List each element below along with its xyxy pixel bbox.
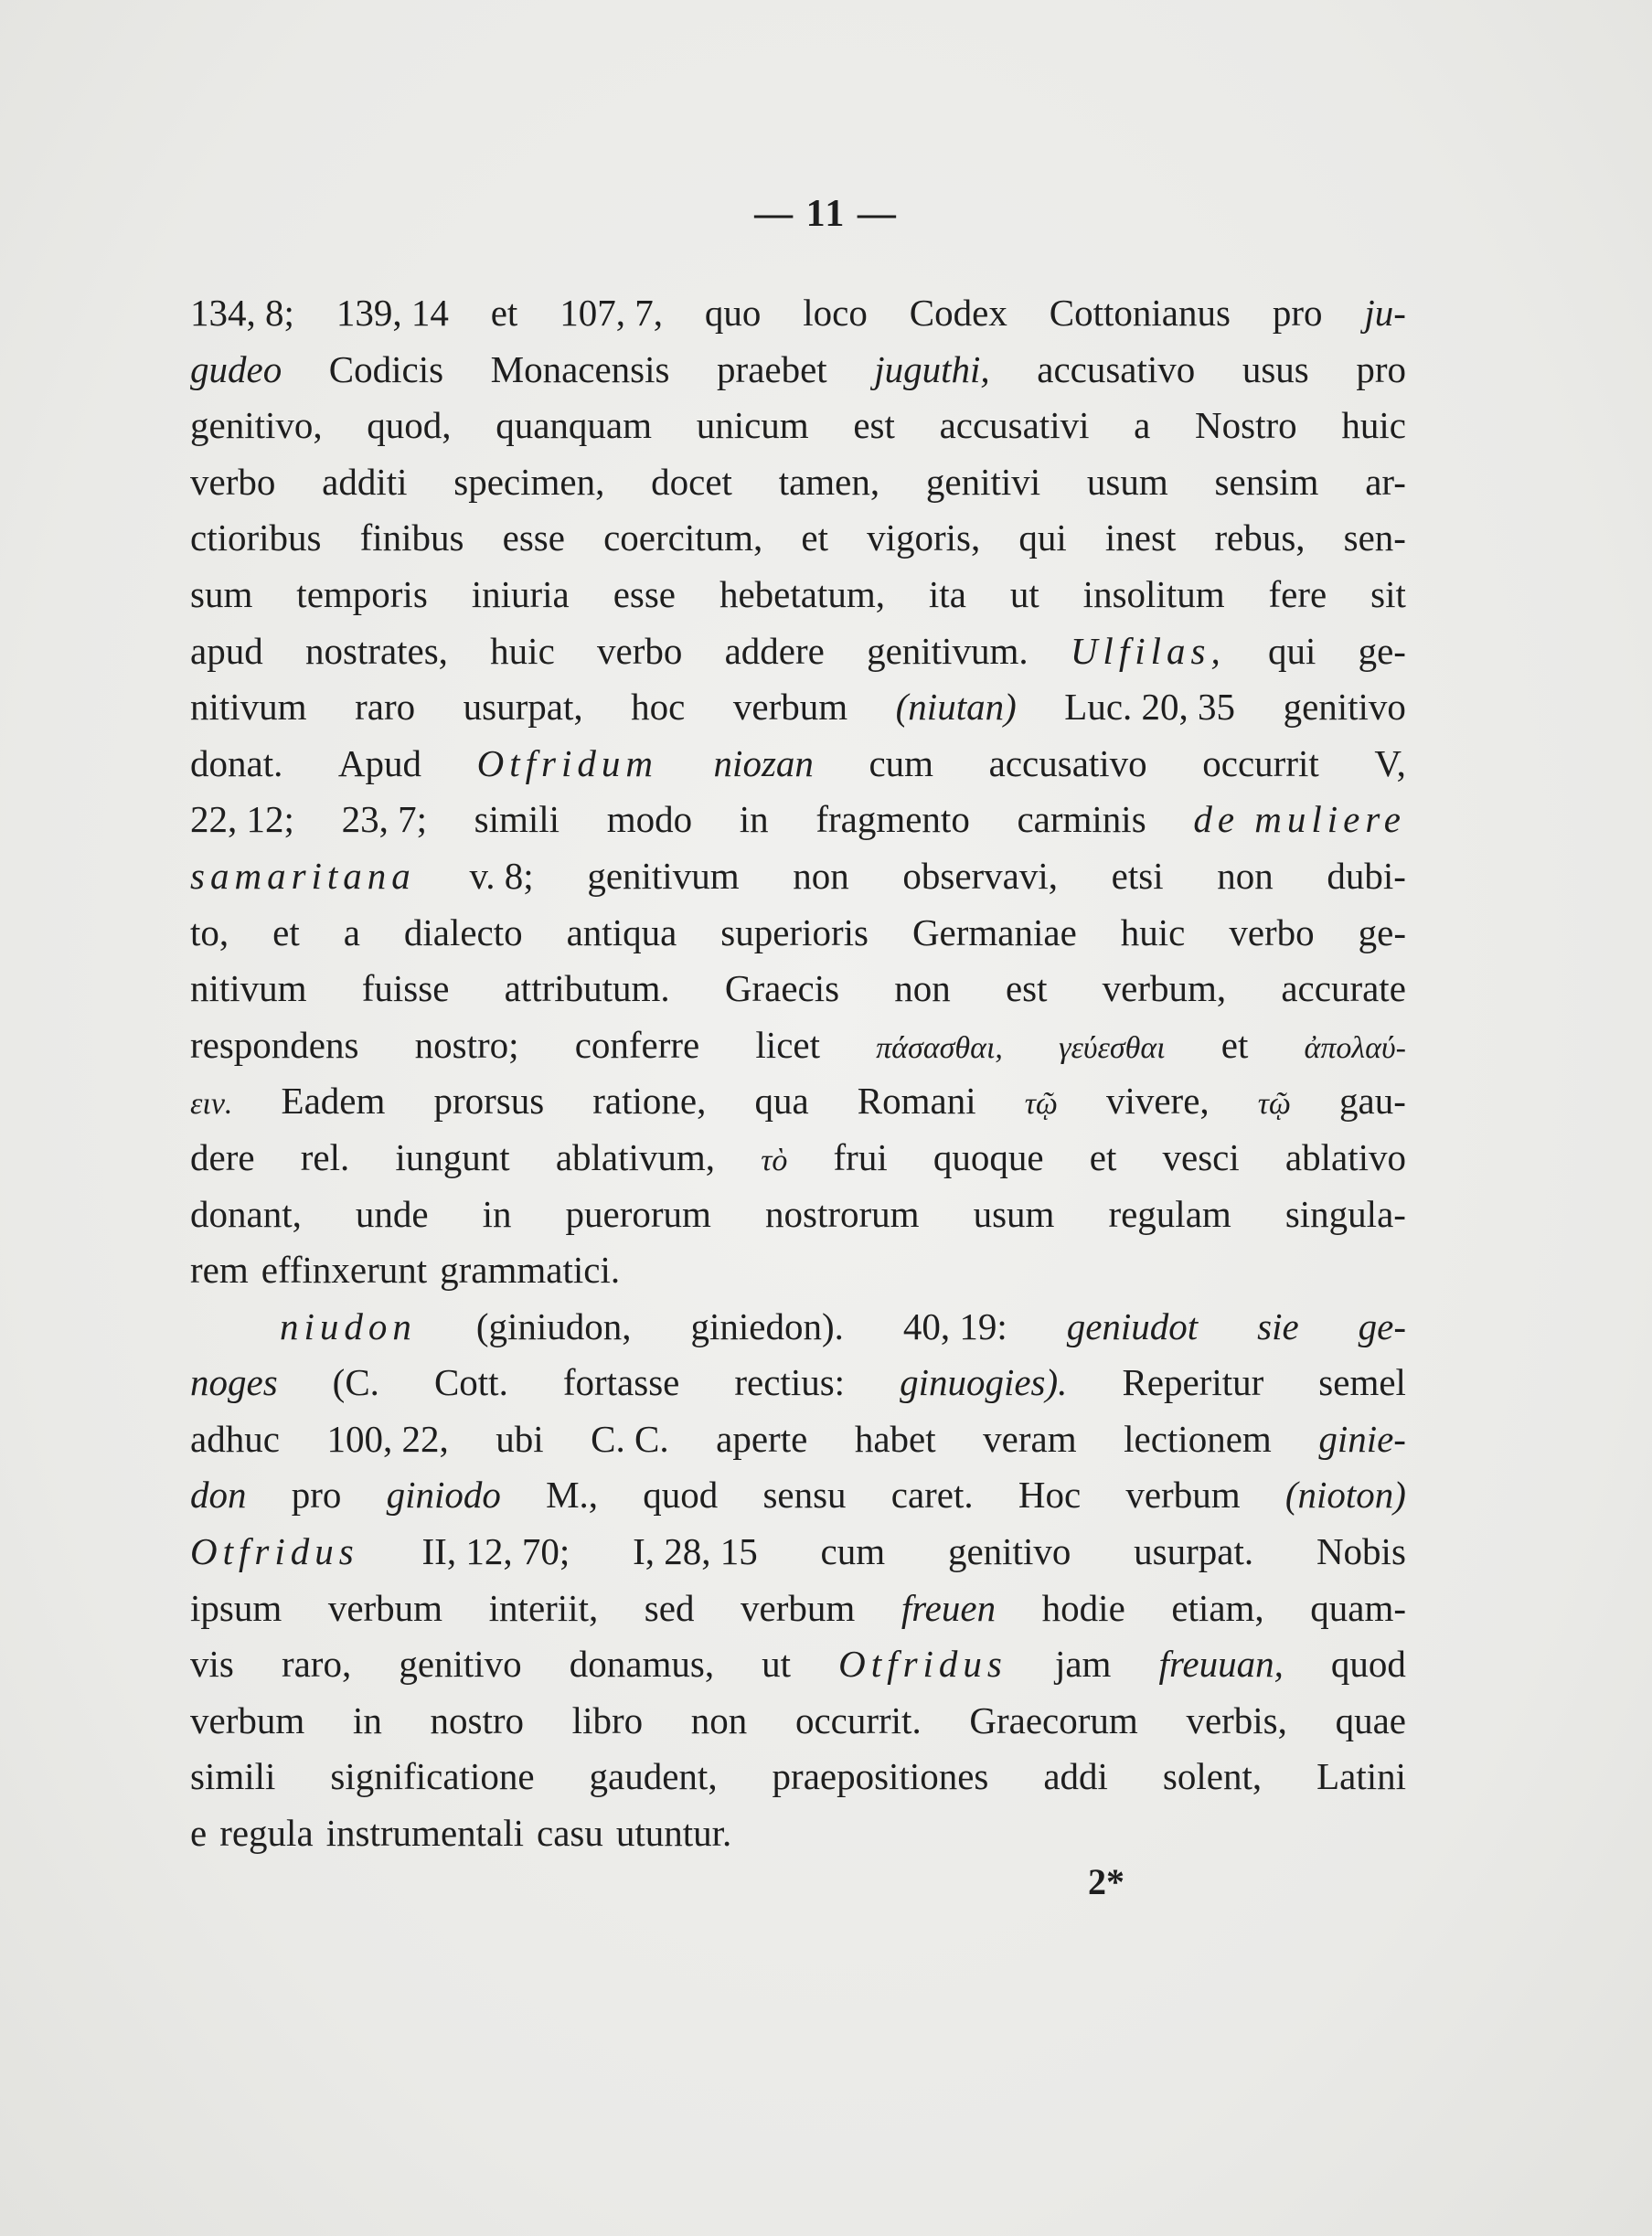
text-line: [190, 736, 1406, 793]
word: pro: [1272, 292, 1323, 334]
text-line: [190, 285, 1406, 342]
text-line: [190, 679, 1406, 736]
word: ar-: [1365, 460, 1406, 503]
word: ge-: [1358, 910, 1406, 953]
word: verbum: [732, 686, 848, 729]
word: Latini: [1316, 1755, 1406, 1798]
word: occurrit: [1202, 741, 1319, 784]
word: donamus,: [569, 1643, 715, 1686]
word: usurpat.: [1134, 1530, 1254, 1573]
word: V,: [1374, 741, 1406, 784]
word: Otfridus: [838, 1643, 1007, 1686]
word: cum: [820, 1530, 886, 1573]
word: nitivum: [190, 686, 307, 729]
word: huic: [1120, 910, 1186, 953]
word: dialecto: [403, 910, 523, 953]
word: verbum: [1125, 1474, 1241, 1517]
word: rel.: [300, 1135, 350, 1178]
word: 40, 19:: [902, 1304, 1007, 1347]
word: Germaniae: [911, 910, 1077, 953]
word: regulam: [1108, 1192, 1231, 1235]
word: sum: [190, 572, 253, 615]
word: in: [352, 1698, 382, 1741]
word: quam-: [1310, 1586, 1406, 1629]
text-line: [190, 1749, 1406, 1805]
text-line: [190, 961, 1406, 1017]
word: genitivum: [587, 854, 740, 897]
text-line: [190, 623, 1406, 680]
text-line: [190, 342, 1406, 399]
word: accurate: [1281, 967, 1406, 1010]
word: Otfridum: [476, 741, 658, 784]
word: nitivum: [190, 967, 307, 1010]
word: addi: [1043, 1755, 1108, 1798]
word: et: [490, 292, 518, 334]
text-line: [190, 398, 1406, 454]
word: genitivo,: [190, 404, 323, 447]
word: apud: [190, 629, 263, 672]
word: I, 28, 15: [633, 1530, 758, 1573]
text-line: [190, 1467, 1406, 1524]
word: τῷ: [1257, 1087, 1291, 1122]
word: de muliere: [1193, 798, 1406, 841]
word: giniedon).: [690, 1304, 844, 1347]
word: hebetatum,: [719, 572, 885, 615]
word: esse: [502, 516, 565, 559]
word: iungunt: [395, 1135, 510, 1178]
word: quanquam: [496, 404, 653, 447]
word: jam: [1054, 1643, 1112, 1686]
word: adhuc: [190, 1417, 280, 1460]
word: geniudot: [1066, 1304, 1199, 1347]
signature-mark: 2*: [1088, 1861, 1124, 1902]
word: rectius:: [734, 1361, 846, 1404]
word: est: [853, 404, 895, 447]
word: semel: [1318, 1361, 1406, 1404]
word: quoque: [933, 1135, 1044, 1178]
word: frui: [833, 1135, 888, 1178]
word: a: [1134, 404, 1151, 447]
word: Hoc: [1018, 1474, 1082, 1517]
word: carminis: [1017, 798, 1146, 841]
word: nostrorum: [764, 1192, 920, 1235]
word: quod,: [367, 404, 452, 447]
word: significatione: [330, 1755, 535, 1798]
word: vesci: [1162, 1135, 1240, 1178]
word: Graecorum: [969, 1698, 1138, 1741]
word: inest: [1104, 516, 1177, 559]
word: nostro;: [414, 1023, 519, 1066]
word: huic: [1341, 404, 1406, 447]
word: casu: [537, 1812, 603, 1855]
word: in: [482, 1192, 512, 1235]
word: qui: [1018, 516, 1067, 559]
word: ablativum,: [555, 1135, 716, 1178]
word: ipsum: [190, 1586, 282, 1629]
word: unde: [355, 1192, 429, 1235]
word: Romani: [857, 1080, 976, 1123]
word: niudon: [280, 1304, 417, 1347]
word: accusativi: [939, 404, 1090, 447]
word: (niutan): [895, 686, 1017, 729]
word: τὸ: [761, 1143, 788, 1177]
word: C. C.: [591, 1417, 669, 1460]
word: v. 8;: [469, 854, 534, 897]
word: vigoris,: [867, 516, 981, 559]
word: raro: [355, 686, 416, 729]
word: non: [1217, 854, 1274, 897]
word: fortasse: [562, 1361, 680, 1404]
word: Luc. 20, 35: [1064, 686, 1236, 729]
word: vivere,: [1105, 1080, 1210, 1123]
word: verbum: [190, 1698, 305, 1741]
word: freuen: [901, 1586, 997, 1629]
word: quo: [704, 292, 762, 334]
word: qua: [754, 1080, 809, 1123]
word: Graecis: [724, 967, 840, 1010]
word: hodie: [1041, 1586, 1125, 1629]
text-line: [190, 510, 1406, 567]
word: rem: [190, 1249, 249, 1292]
word: genitivum.: [867, 629, 1029, 672]
word: in: [739, 798, 769, 841]
word: (nioton): [1284, 1474, 1406, 1517]
word: ut: [1009, 572, 1039, 615]
word: genitivi: [925, 460, 1041, 503]
word: verbo: [597, 629, 683, 672]
word: singula-: [1284, 1192, 1406, 1235]
text-line: [190, 848, 1406, 905]
word: modo: [606, 798, 693, 841]
text-line: [190, 1355, 1406, 1411]
word: gau-: [1339, 1080, 1406, 1123]
word: ginie-: [1318, 1417, 1406, 1460]
word: genitivo: [399, 1643, 522, 1686]
word: sed: [644, 1586, 695, 1629]
word: habet: [854, 1417, 936, 1460]
word: solent,: [1162, 1755, 1263, 1798]
word: 22, 12;: [190, 798, 294, 841]
word: iniuria: [471, 572, 570, 615]
word: verbo: [1229, 910, 1315, 953]
word: tamen,: [778, 460, 880, 503]
text-line: [190, 1017, 1406, 1074]
word: ratione,: [592, 1080, 707, 1123]
word: praebet: [717, 347, 827, 390]
word: to,: [190, 910, 229, 953]
word: raro,: [281, 1643, 352, 1686]
text-line: [190, 1073, 1406, 1130]
word: sensim: [1214, 460, 1319, 503]
word: (giniudon,: [475, 1304, 632, 1347]
word: ginuogies).: [900, 1361, 1068, 1404]
word: interiit,: [488, 1586, 599, 1629]
word: dere: [190, 1135, 255, 1178]
word: respondens: [190, 1023, 359, 1066]
word: ctioribus: [190, 516, 322, 559]
word: ubi: [496, 1417, 544, 1460]
word: Nobis: [1316, 1530, 1406, 1573]
word: simili: [474, 798, 560, 841]
word: fere: [1268, 572, 1327, 615]
text-line: [190, 1524, 1406, 1581]
word: τῷ: [1024, 1087, 1058, 1122]
word: usus: [1242, 347, 1309, 390]
word: ge-: [1358, 629, 1406, 672]
word: etiam,: [1171, 1586, 1264, 1629]
word: praepositiones: [772, 1755, 989, 1798]
word: Codex: [909, 292, 1007, 334]
word: specimen,: [453, 460, 605, 503]
word: usum: [1086, 460, 1168, 503]
word: licet: [755, 1023, 820, 1066]
word: sensu: [762, 1474, 847, 1517]
word: est: [1005, 967, 1048, 1010]
text-line: [190, 1187, 1406, 1243]
word: esse: [613, 572, 676, 615]
word: hoc: [631, 686, 686, 729]
word: niozan: [713, 741, 814, 784]
word: regula: [219, 1812, 314, 1855]
word: genitivo: [1283, 686, 1406, 729]
word: docet: [651, 460, 732, 503]
word: II, 12, 70;: [421, 1530, 570, 1573]
word: verbo: [190, 460, 276, 503]
word: et: [272, 910, 300, 953]
word: conferre: [574, 1023, 700, 1066]
word: superioris: [720, 910, 869, 953]
word: fuisse: [361, 967, 450, 1010]
word: qui: [1267, 629, 1316, 672]
word: juguthi,: [874, 347, 990, 390]
word: e: [190, 1812, 208, 1855]
word: additi: [322, 460, 408, 503]
word: instrumentali: [325, 1812, 525, 1855]
word: vis: [190, 1643, 234, 1686]
word: noges: [190, 1361, 278, 1404]
word: usurpat,: [463, 686, 583, 729]
word: gudeo: [190, 347, 282, 390]
word: ut: [762, 1643, 792, 1686]
word: samaritana: [190, 854, 416, 897]
word: Cottonianus: [1049, 292, 1231, 334]
word: coercitum,: [603, 516, 763, 559]
word: ἀπολαύ-: [1304, 1030, 1406, 1065]
text-line: [190, 454, 1406, 511]
text-line: [190, 1242, 1406, 1299]
word: quae: [1335, 1698, 1406, 1741]
word: pro: [1356, 347, 1406, 390]
word: genitivo: [947, 1530, 1071, 1573]
text-line: [190, 905, 1406, 962]
word: ablativo: [1284, 1135, 1406, 1178]
word: gaudent,: [589, 1755, 718, 1798]
word: nostrates,: [304, 629, 448, 672]
word: 100, 22,: [326, 1417, 449, 1460]
word: ge-: [1358, 1304, 1406, 1347]
word: accusativo: [988, 741, 1147, 784]
word: γεύεσθαι: [1059, 1030, 1166, 1065]
word: occurrit.: [794, 1698, 922, 1741]
word: Otfridus: [190, 1530, 359, 1573]
text-line: [190, 567, 1406, 623]
word: nostro: [430, 1698, 524, 1741]
word: a: [343, 910, 360, 953]
word: freuuan,: [1158, 1643, 1284, 1686]
word: non: [690, 1698, 748, 1741]
word: Reperitur: [1122, 1361, 1264, 1404]
word: et: [1220, 1023, 1249, 1066]
word: caret.: [890, 1474, 974, 1517]
word: quod: [643, 1474, 719, 1517]
word: simili: [190, 1755, 276, 1798]
word: (C.: [332, 1361, 379, 1404]
word: non: [793, 854, 849, 897]
text-line: [190, 1693, 1406, 1750]
word: pro: [291, 1474, 342, 1517]
word: Eadem: [281, 1080, 386, 1123]
word: sit: [1370, 572, 1406, 615]
page-number: — 11 —: [754, 193, 898, 235]
word: 134, 8;: [190, 292, 294, 334]
word: 139, 14: [336, 292, 449, 334]
text-line: [190, 1581, 1406, 1637]
word: grammatici.: [440, 1249, 621, 1292]
word: Cott.: [433, 1361, 508, 1404]
text-line: [190, 1130, 1406, 1187]
word: insolitum: [1082, 572, 1225, 615]
word: M.,: [546, 1474, 599, 1517]
word: Ulfilas,: [1070, 629, 1226, 672]
word: cum: [869, 741, 934, 784]
word: aperte: [716, 1417, 808, 1460]
word: effinxerunt: [261, 1249, 428, 1292]
word: utuntur.: [615, 1812, 732, 1855]
word: rebus,: [1214, 516, 1306, 559]
word: πάσασθαι,: [876, 1030, 1003, 1065]
body-text: [190, 285, 1406, 1862]
text-line: [190, 1411, 1406, 1468]
word: addere: [724, 629, 825, 672]
word: temporis: [296, 572, 428, 615]
text-line: [190, 792, 1406, 848]
word: ita: [928, 572, 966, 615]
text-line: [190, 1636, 1406, 1693]
word: finibus: [359, 516, 464, 559]
word: Apud: [337, 741, 422, 784]
word: libro: [571, 1698, 644, 1741]
word: veram: [983, 1417, 1077, 1460]
word: quod: [1330, 1643, 1406, 1686]
word: Codicis: [328, 347, 444, 390]
word: donant,: [190, 1192, 302, 1235]
word: lectionem: [1124, 1417, 1272, 1460]
word: ειν.: [190, 1087, 233, 1122]
word: verbis,: [1186, 1698, 1287, 1741]
word: antiqua: [566, 910, 677, 953]
word: sen-: [1343, 516, 1406, 559]
word: et: [801, 516, 828, 559]
word: sie: [1257, 1304, 1299, 1347]
word: 107, 7,: [560, 292, 663, 334]
word: prorsus: [433, 1080, 545, 1123]
word: don: [190, 1474, 247, 1517]
text-line: [190, 1299, 1406, 1356]
word: verbum: [327, 1586, 443, 1629]
word: verbum,: [1102, 967, 1227, 1010]
word: etsi: [1111, 854, 1164, 897]
word: usum: [973, 1192, 1055, 1235]
word: giniodo: [386, 1474, 501, 1517]
text-line: [190, 1805, 1406, 1862]
word: Nostro: [1195, 404, 1297, 447]
word: observavi,: [902, 854, 1059, 897]
word: accusativo: [1037, 347, 1196, 390]
word: attributum.: [504, 967, 670, 1010]
word: fragmento: [815, 798, 970, 841]
word: puerorum: [565, 1192, 711, 1235]
word: donat.: [190, 741, 283, 784]
word: verbum: [741, 1586, 856, 1629]
word: non: [894, 967, 951, 1010]
word: 23, 7;: [341, 798, 427, 841]
word: loco: [803, 292, 868, 334]
word: Monacensis: [490, 347, 670, 390]
word: et: [1089, 1135, 1117, 1178]
word: dubi-: [1327, 854, 1406, 897]
word: unicum: [696, 404, 809, 447]
word: ju-: [1364, 292, 1406, 334]
word: huic: [490, 629, 555, 672]
